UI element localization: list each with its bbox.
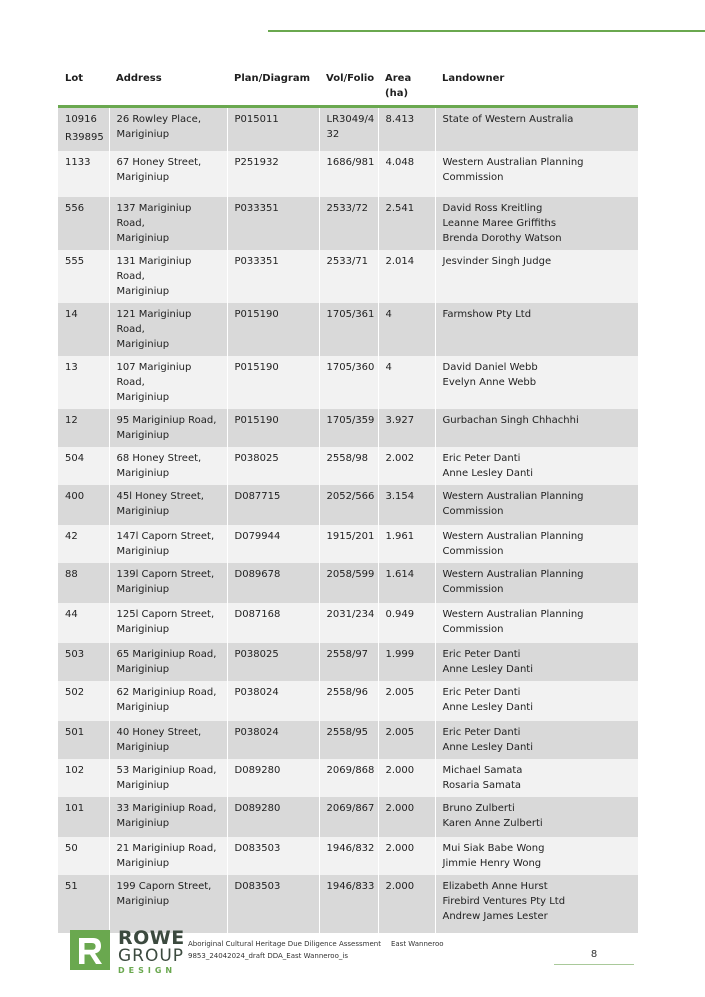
table-row [58,603,638,643]
cell-lot [58,797,109,837]
cell-landowner [435,250,638,303]
cell-plan: D087715 [227,485,319,525]
cell-plan: P015011 [227,107,319,151]
cell-address-line: 53 Mariginiup Road, [116,764,217,776]
cell-area: 3.154 [378,485,435,525]
cell-lot [58,356,109,409]
cell-landowner [435,447,638,485]
cell-vol-folio-line: 1915/201 [326,530,375,542]
cell-vol-folio [319,759,378,797]
cell-plan: D079944 [227,525,319,563]
cell-address-line: 131 Mariginiup Road, [116,255,192,282]
page-number: 8 [554,949,634,965]
cell-plan: D083503 [227,875,319,933]
cell-area: 2.014 [378,250,435,303]
cell-address-line: Mariginiup [116,701,170,713]
cell-area: 2.005 [378,721,435,759]
document-reference: 9853_24042024_draft DDA_East Wanneroo_is [188,952,348,960]
cell-address-line: 33 Mariginiup Road, [116,802,217,814]
cell-address [109,250,227,303]
cell-landowner-line: Commission [442,171,504,183]
table-row [58,447,638,485]
cell-vol-folio-line: LR3049/4 [326,114,375,125]
cell-vol-folio-line: 2533/72 [326,202,369,214]
cell-address-line: 62 Mariginiup Road, [116,686,217,698]
cell-landowner-line: Michael Samata [442,764,523,776]
cell-address-line: Mariginiup [116,467,170,479]
cell-vol-folio [319,485,378,525]
cell-address-line: 95 Mariginiup Road, [116,414,217,426]
cell-vol-folio-line: 2069/867 [326,802,375,814]
cell-vol-folio-line: 1705/360 [326,361,375,373]
cell-lot-line: 50 [65,842,78,854]
cell-landowner-line: Anne Lesley Danti [442,701,533,713]
cell-address-line: Mariginiup [116,232,170,244]
table-row [58,250,638,303]
cell-vol-folio [319,151,378,197]
cell-lot-line: 556 [65,202,85,214]
cell-plan: P038024 [227,721,319,759]
table-row [58,485,638,525]
table-row [58,875,638,933]
cell-lot-line: 501 [65,726,85,738]
cell-address-line: 121 Mariginiup Road, [116,308,192,335]
cell-address [109,759,227,797]
cell-vol-folio [319,250,378,303]
cell-lot [58,485,109,525]
cell-vol-folio [319,563,378,603]
cell-plan: D089280 [227,759,319,797]
cell-vol-folio [319,875,378,933]
cell-address-line: Mariginiup [116,505,170,517]
cell-address-line: 40 Honey Street, [116,726,202,738]
cell-vol-folio [319,681,378,721]
cell-address [109,875,227,933]
cell-plan: P038025 [227,447,319,485]
cell-vol-folio-line: 1686/981 [326,156,375,168]
cell-lot [58,525,109,563]
cell-landowner-line: Evelyn Anne Webb [442,376,537,388]
cell-landowner-line: Firebird Ventures Pty Ltd [442,895,566,907]
cell-vol-folio [319,447,378,485]
cell-lot-line: 101 [65,802,85,814]
logo-wordmark [118,928,185,976]
cell-plan: P015190 [227,356,319,409]
cell-landowner [435,303,638,356]
cell-lot [58,837,109,875]
cell-area: 1.614 [378,563,435,603]
cell-landowner-line: Commission [442,505,504,517]
cell-address-line: 67 Honey Street, [116,156,202,168]
cell-plan: D087168 [227,603,319,643]
cell-landowner [435,681,638,721]
cell-landowner-line: Rosaria Samata [442,779,522,791]
cell-area: 2.000 [378,837,435,875]
table-row [58,759,638,797]
cell-lot-line: 502 [65,686,85,698]
table-header-row [58,66,638,107]
document-info [188,938,444,962]
cell-vol-folio [319,303,378,356]
cell-landowner-line: Jesvinder Singh Judge [442,255,552,267]
cell-lot-line: 555 [65,255,85,267]
cell-area: 8.413 [378,107,435,151]
cell-area: 2.000 [378,797,435,837]
cell-landowner-line: Eric Peter Danti [442,686,521,698]
cell-address-line: 107 Mariginiup Road, [116,361,192,388]
cell-address [109,721,227,759]
cell-lot [58,563,109,603]
cell-plan: P015190 [227,409,319,447]
page-footer [70,928,670,978]
cell-landowner-line: Western Australian Planning [442,608,584,620]
logo-line-rowe: ROWE [118,927,185,949]
cell-address [109,197,227,250]
cell-vol-folio [319,643,378,681]
table-row [58,797,638,837]
cell-landowner [435,485,638,525]
document-location: East Wanneroo [390,940,444,948]
cell-lot-line: 503 [65,648,85,660]
cell-plan: P038025 [227,643,319,681]
cell-landowner-line: Jimmie Henry Wong [442,857,542,869]
cell-landowner-line: Karen Anne Zulberti [442,817,543,829]
cell-landowner [435,151,638,197]
cell-lot-line: 88 [65,568,78,580]
cell-area: 2.002 [378,447,435,485]
cell-landowner [435,197,638,250]
cell-vol-folio-line: 1705/361 [326,308,375,320]
cell-lot-line: 44 [65,608,78,620]
cell-address-line: Mariginiup [116,663,170,675]
cell-address-line: Mariginiup [116,129,170,140]
cell-plan: D089678 [227,563,319,603]
cell-landowner-line: Western Australian Planning [442,156,584,168]
cell-lot [58,447,109,485]
cell-vol-folio [319,197,378,250]
cell-vol-folio-line: 2558/96 [326,686,369,698]
cell-landowner-line: David Ross Kreitling [442,202,543,214]
cell-landowner [435,107,638,151]
cell-landowner [435,409,638,447]
cell-lot [58,603,109,643]
cell-area: 2.000 [378,875,435,933]
cell-landowner-line: Brenda Dorothy Watson [442,232,562,244]
cell-address [109,107,227,151]
cell-landowner [435,797,638,837]
table-row [58,151,638,197]
cell-landowner-line: State of Western Australia [442,114,574,125]
cell-vol-folio [319,525,378,563]
cell-landowner [435,356,638,409]
cell-landowner-line: Elizabeth Anne Hurst [442,880,548,892]
cell-area: 4 [378,303,435,356]
cell-address-line: 21 Mariginiup Road, [116,842,217,854]
cell-lot [58,721,109,759]
cell-landowner [435,721,638,759]
cell-address [109,681,227,721]
cell-address [109,151,227,197]
cell-plan: P033351 [227,250,319,303]
cell-address-line: 139l Caporn Street, [116,568,215,580]
cell-landowner-line: Commission [442,583,504,595]
table-row [58,409,638,447]
cell-lot-line: 102 [65,764,85,776]
cell-address-line: 199 Caporn Street, [116,880,212,892]
cell-landowner-line: Farmshow Pty Ltd [442,308,532,320]
cell-vol-folio [319,356,378,409]
cell-landowner-line: Commission [442,545,504,557]
cell-address-line: Mariginiup [116,817,170,829]
table-row [58,197,638,250]
cell-area: 2.000 [378,759,435,797]
cell-lot-line: 1133 [65,156,91,168]
cell-address [109,837,227,875]
cell-address-line: Mariginiup [116,171,170,183]
cell-lot [58,643,109,681]
cell-landowner-line: Eric Peter Danti [442,726,521,738]
cell-vol-folio [319,797,378,837]
cell-lot [58,409,109,447]
cell-address-line: 147l Caporn Street, [116,530,215,542]
cell-landowner-line: Commission [442,623,504,635]
cell-landowner-line: Western Australian Planning [442,490,584,502]
cell-plan: P038024 [227,681,319,721]
table-row [58,525,638,563]
header-address: Address [109,66,227,107]
cell-address-line: Mariginiup [116,338,170,350]
cell-landowner [435,563,638,603]
cell-lot-line: 51 [65,880,78,892]
cell-landowner-line: Gurbachan Singh Chhachhi [442,414,579,426]
cell-vol-folio [319,409,378,447]
cell-area: 1.999 [378,643,435,681]
table-row [58,356,638,409]
cell-address-line: Mariginiup [116,285,170,297]
cell-address [109,356,227,409]
header-lot: Lot [58,66,109,107]
cell-area: 2.005 [378,681,435,721]
cell-landowner [435,643,638,681]
cell-landowner-line: Eric Peter Danti [442,452,521,464]
cell-lot [58,681,109,721]
lot-table [58,66,638,933]
cell-address [109,485,227,525]
cell-vol-folio [319,721,378,759]
logo-line-design: DESIGN [118,966,177,975]
cell-landowner [435,759,638,797]
cell-address [109,447,227,485]
cell-lot [58,875,109,933]
cell-vol-folio-line: 2031/234 [326,608,375,620]
cell-lot-line: R39895 [65,132,104,143]
cell-address [109,603,227,643]
document-title: Aboriginal Cultural Heritage Due Diligence Assessment [188,940,381,948]
table-row [58,643,638,681]
cell-address-line: 68 Honey Street, [116,452,202,464]
header-plan: Plan/Diagram [227,66,319,107]
cell-area: 2.541 [378,197,435,250]
cell-landowner-line: Anne Lesley Danti [442,741,533,753]
cell-lot-line: 14 [65,308,78,320]
cell-landowner [435,525,638,563]
cell-vol-folio [319,107,378,151]
cell-area: 1.961 [378,525,435,563]
rowe-logo-icon [70,930,110,970]
cell-address-line: 137 Mariginiup Road, [116,202,192,229]
table-row [58,563,638,603]
cell-lot-line: 12 [65,414,78,426]
cell-lot-line: 10916 [65,114,97,125]
cell-address-line: Mariginiup [116,857,170,869]
header-area: Area (ha) [378,66,435,107]
table-row [58,303,638,356]
cell-landowner-line: Anne Lesley Danti [442,467,533,479]
cell-lot [58,759,109,797]
cell-address [109,409,227,447]
table-row [58,107,638,151]
cell-vol-folio-line: 2558/98 [326,452,369,464]
cell-vol-folio-line: 1946/833 [326,880,375,892]
cell-area: 4 [378,356,435,409]
cell-area: 0.949 [378,603,435,643]
cell-lot-line: 400 [65,490,85,502]
cell-plan: P015190 [227,303,319,356]
cell-vol-folio [319,837,378,875]
cell-landowner [435,875,638,933]
cell-vol-folio-line: 1705/359 [326,414,375,426]
cell-plan: D083503 [227,837,319,875]
cell-area: 4.048 [378,151,435,197]
cell-plan: P251932 [227,151,319,197]
cell-address-line: Mariginiup [116,623,170,635]
cell-lot [58,250,109,303]
cell-landowner-line: Andrew James Lester [442,910,548,922]
cell-address [109,643,227,681]
table-row [58,837,638,875]
cell-landowner-line: Leanne Maree Griffiths [442,217,557,229]
cell-address-line: 26 Rowley Place, [116,114,201,125]
cell-address-line: Mariginiup [116,545,170,557]
cell-vol-folio-line: 2558/97 [326,648,369,660]
cell-landowner-line: Mui Siak Babe Wong [442,842,545,854]
cell-address [109,525,227,563]
cell-address [109,303,227,356]
cell-landowner-line: Western Australian Planning [442,568,584,580]
cell-landowner-line: Western Australian Planning [442,530,584,542]
cell-lot-line: 42 [65,530,78,542]
cell-plan: P033351 [227,197,319,250]
cell-vol-folio [319,603,378,643]
header-rule [268,30,705,32]
cell-address [109,563,227,603]
cell-landowner [435,603,638,643]
cell-landowner-line: Anne Lesley Danti [442,663,533,675]
cell-vol-folio-line: 2533/71 [326,255,369,267]
cell-vol-folio-line: 2052/566 [326,490,375,502]
cell-landowner [435,837,638,875]
cell-lot [58,303,109,356]
table-body [58,107,638,933]
cell-lot-line: 13 [65,361,78,373]
cell-address-line: 65 Mariginiup Road, [116,648,217,660]
cell-lot [58,107,109,151]
cell-vol-folio-line: 2058/599 [326,568,375,580]
cell-lot-line: 504 [65,452,85,464]
cell-address-line: Mariginiup [116,429,170,441]
cell-address [109,797,227,837]
cell-address-line: 45l Honey Street, [116,490,204,502]
cell-lot [58,151,109,197]
logo-line-group: GROUP [118,946,185,966]
cell-vol-folio-line: 2069/868 [326,764,375,776]
cell-address-line: Mariginiup [116,741,170,753]
cell-vol-folio-line: 2558/95 [326,726,369,738]
cell-address-line: 125l Caporn Street, [116,608,215,620]
cell-landowner-line: Eric Peter Danti [442,648,521,660]
cell-address-line: Mariginiup [116,779,170,791]
cell-vol-folio-line: 32 [326,129,340,140]
cell-landowner-line: David Daniel Webb [442,361,538,373]
cell-address-line: Mariginiup [116,391,170,403]
cell-landowner-line: Bruno Zulberti [442,802,515,814]
table-row [58,681,638,721]
cell-vol-folio-line: 1946/832 [326,842,375,854]
header-vol-folio: Vol/Folio [319,66,378,107]
cell-plan: D089280 [227,797,319,837]
cell-address-line: Mariginiup [116,583,170,595]
cell-lot [58,197,109,250]
cell-address-line: Mariginiup [116,895,170,907]
header-landowner: Landowner [435,66,638,107]
table-row [58,721,638,759]
cell-area: 3.927 [378,409,435,447]
